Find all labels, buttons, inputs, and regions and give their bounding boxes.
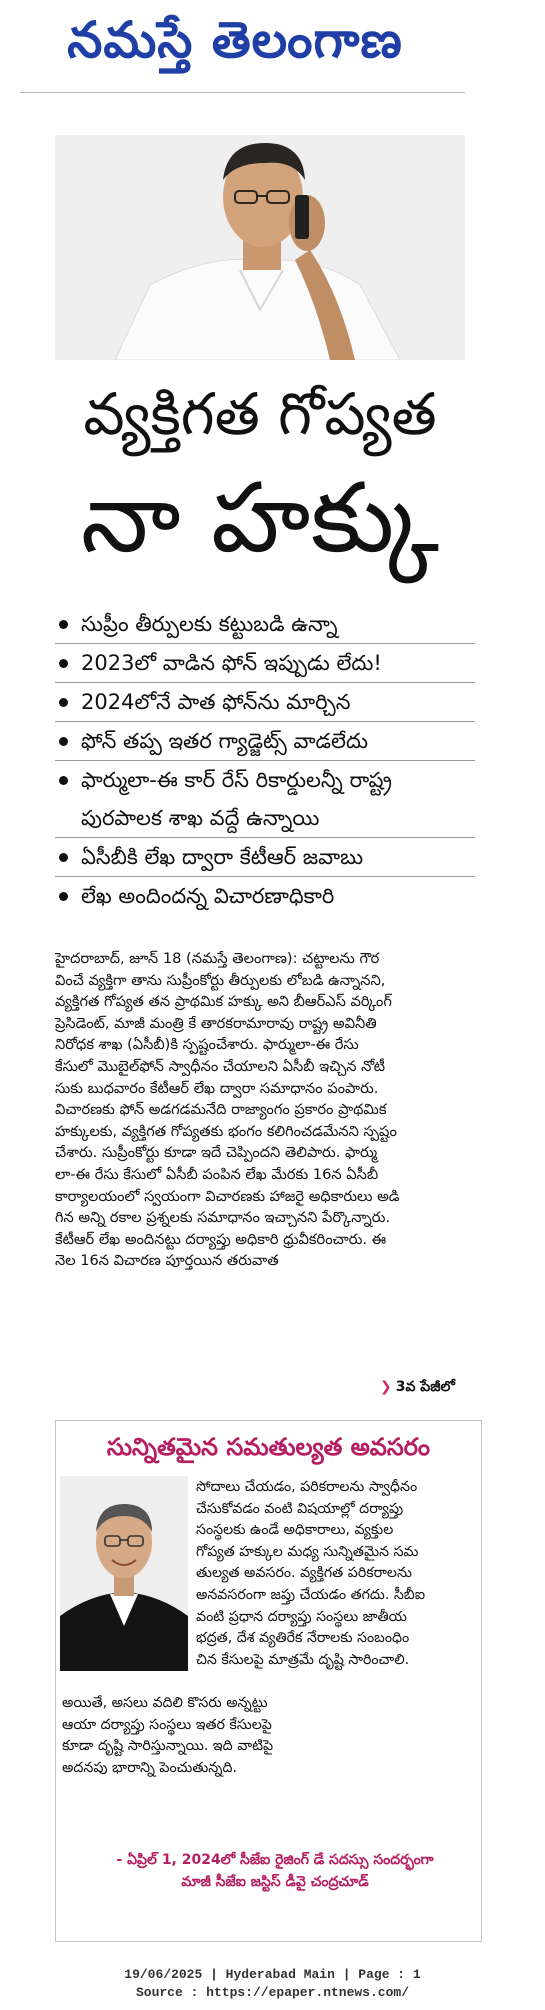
bullet-dot-icon — [59, 698, 68, 707]
article-line: హక్కులకు, వ్యక్తిగత గోప్యతకు భంగం కలిగించడమేనని స్పష్టం — [55, 1122, 397, 1140]
article-body — [55, 948, 480, 1272]
sidebar-title: సున్నితమైన సమతుల్యత అవసరం — [106, 1433, 431, 1461]
bullet-item: ఏసీబీకి లేఖ ద్వారా కేటీఆర్ జవాబు — [55, 838, 475, 877]
bullet-dot-icon — [59, 892, 68, 901]
sidebar-line: గోప్యత హక్కుల మధ్య సున్నితమైన సమ — [196, 1543, 419, 1560]
bullet-dot-icon — [59, 853, 68, 862]
sidebar-line: కూడా దృష్టి సారిస్తున్నాయి. ఇది వాటిపై — [62, 1738, 274, 1755]
continued-link[interactable] — [380, 1379, 455, 1398]
portrait-photo — [60, 1476, 188, 1671]
chevron-right-icon: ❯ — [380, 1379, 392, 1395]
sidebar-line: భద్రత, దేశ వ్యతిరేక నేరాలకు సంబంధిం — [196, 1630, 410, 1647]
masthead — [0, 0, 470, 92]
article-line: ప్రెసిడెంట్, మాజీ మంత్రి కే తారకరామారావు రాష్ట్ర అవినీతి — [55, 1014, 377, 1032]
sidebar-line: సోదాలు చేయడం, పరికరాలను స్వాధీనం — [196, 1479, 418, 1495]
article-line: కేటీఆర్ లేఖ అందినట్టు దర్యాప్తు అధికారి ధ్రువీకరించారు. ఈ — [55, 1230, 387, 1248]
article-line: వించే వ్యక్తిగా తాను సుప్రీంకోర్టు తీర్పులకు లోబడి ఉన్నానని, — [55, 971, 386, 989]
masthead-divider — [20, 92, 465, 93]
bullet-item: లేఖ అందిందన్న విచారణాధికారి — [55, 877, 475, 915]
bullet-item: 2024లోనే పాత ఫోన్‌ను మార్చిన — [55, 683, 475, 722]
article-line: చేశారు. సుప్రీంకోర్టు కూడా ఇదే చెప్పిందని తెలిపారు. ఫార్ము — [55, 1144, 378, 1162]
headline-line-2: నా హక్కు — [80, 462, 440, 574]
bullet-item: సుప్రీం తీర్పులకు కట్టుబడి ఉన్నా — [55, 605, 475, 644]
bullet-item: ఫోన్ తప్ప ఇతర గ్యాడ్జెట్స్ వాడలేదు — [55, 722, 475, 761]
sidebar-line: చేసుకోవడం వంటి విషయాల్లో దర్యాప్తు — [196, 1500, 404, 1517]
quote-attribution — [70, 1849, 480, 1893]
sidebar-line: అనవసరంగా జప్తు చేయడం తగదు. సీబీఐ — [196, 1586, 426, 1603]
sidebar-line: అయితే, అసలు వదిలి కొసరు అన్నట్టు — [62, 1695, 268, 1711]
masthead-title: నమస్తే తెలంగాణ — [67, 10, 403, 69]
bullet-list — [55, 605, 475, 915]
attribution-line-2: మాజీ సీజేఐ జస్టిస్ డీవై చంద్రచూడ్ — [181, 1874, 369, 1890]
article-line: వ్యక్తిగత గోప్యత తన ప్రాథమిక హక్కు అని బీఆర్ఎస్ వర్కింగ్ — [55, 993, 392, 1011]
footer-edition-info: 19/06/2025 | Hyderabad Main | Page : 1 — [124, 1967, 421, 1982]
sidebar-text-full — [62, 1693, 474, 1779]
article-line: కార్యాలయంలో స్వయంగా విచారణకు హాజరై అధికారులు అడి — [55, 1187, 400, 1205]
page-footer — [0, 1966, 545, 2002]
headline-line-1: వ్యక్తిగత గోప్యత — [83, 380, 437, 448]
sidebar-line: వంటి ప్రధాన దర్యాప్తు సంస్థలు జాతీయ — [196, 1608, 407, 1625]
bullet-dot-icon — [59, 659, 68, 668]
sidebar-text-right — [196, 1477, 474, 1671]
article-line: నెల 16న విచారణ పూర్తయిన తరువాత — [55, 1252, 279, 1270]
article-line: విచారణకు ఫోన్ అడగడమనేది రాజ్యాంగం ప్రకారం ప్రాథమిక — [55, 1101, 387, 1119]
lead-photo — [55, 135, 465, 360]
attribution-line-1: - ఏప్రిల్ 1, 2024లో సీజేఐ రైజింగ్ డే సదస్సు సందర్భంగా — [116, 1852, 434, 1868]
sidebar-line: చిన కేసులపై మాత్రమే దృష్టి సారించాలి. — [196, 1651, 410, 1668]
article-line: హైదరాబాద్, జూన్ 18 (నమస్తే తెలంగాణ): చట్టాలను గౌర — [55, 950, 380, 967]
article-line: లా-ఈ రేసు కేసులో ఏసీబీ పంపిన లేఖ మేరకు 16న ఏసీబీ — [55, 1165, 379, 1183]
sidebar-line: సంస్థలకు ఉండే అధికారాలు, వ్యక్తుల — [196, 1522, 394, 1539]
bullet-dot-icon — [59, 776, 68, 785]
bullet-dot-icon — [59, 620, 68, 629]
article-line: గిన అన్ని రకాల ప్రశ్నలకు సమాధానం ఇచ్చానని పేర్కొన్నారు. — [55, 1209, 391, 1227]
continued-label: 3వ పేజీలో — [395, 1379, 455, 1395]
sidebar-line: అదనపు భారాన్ని పెంచుతున్నది. — [62, 1759, 237, 1776]
sidebar-line: ఆయా దర్యాప్తు సంస్థలు ఇతర కేసులపై — [62, 1716, 272, 1733]
article-line: నిరోధక శాఖ (ఏసీబీ)కి స్పష్టంచేశారు. ఫార్ములా-ఈ రేసు — [55, 1036, 359, 1054]
bullet-item: 2023లో వాడిన ఫోన్ ఇప్పుడు లేదు! — [55, 644, 475, 683]
bullet-dot-icon — [59, 737, 68, 746]
article-line: సుకు బుధవారం కేటీఆర్ లేఖ ద్వారా సమాధానం పంపారు. — [55, 1079, 379, 1097]
sidebar-line: తుల్యత అవసరం. వ్యక్తిగత పరికరాలను — [196, 1565, 412, 1582]
footer-source-link[interactable]: Source : https://epaper.ntnews.com/ — [135, 1985, 410, 2000]
article-line: కేసులో మొబైల్‌ఫోన్ స్వాధీనం చేయాలని ఏసీబీ ఇచ్చిన నోటీ — [55, 1057, 386, 1075]
bullet-item: ఫార్ములా-ఈ కార్ రేస్ రికార్డులన్నీ రాష్ట్ర పురపాలక శాఖ వద్దే ఉన్నాయి — [55, 761, 475, 838]
